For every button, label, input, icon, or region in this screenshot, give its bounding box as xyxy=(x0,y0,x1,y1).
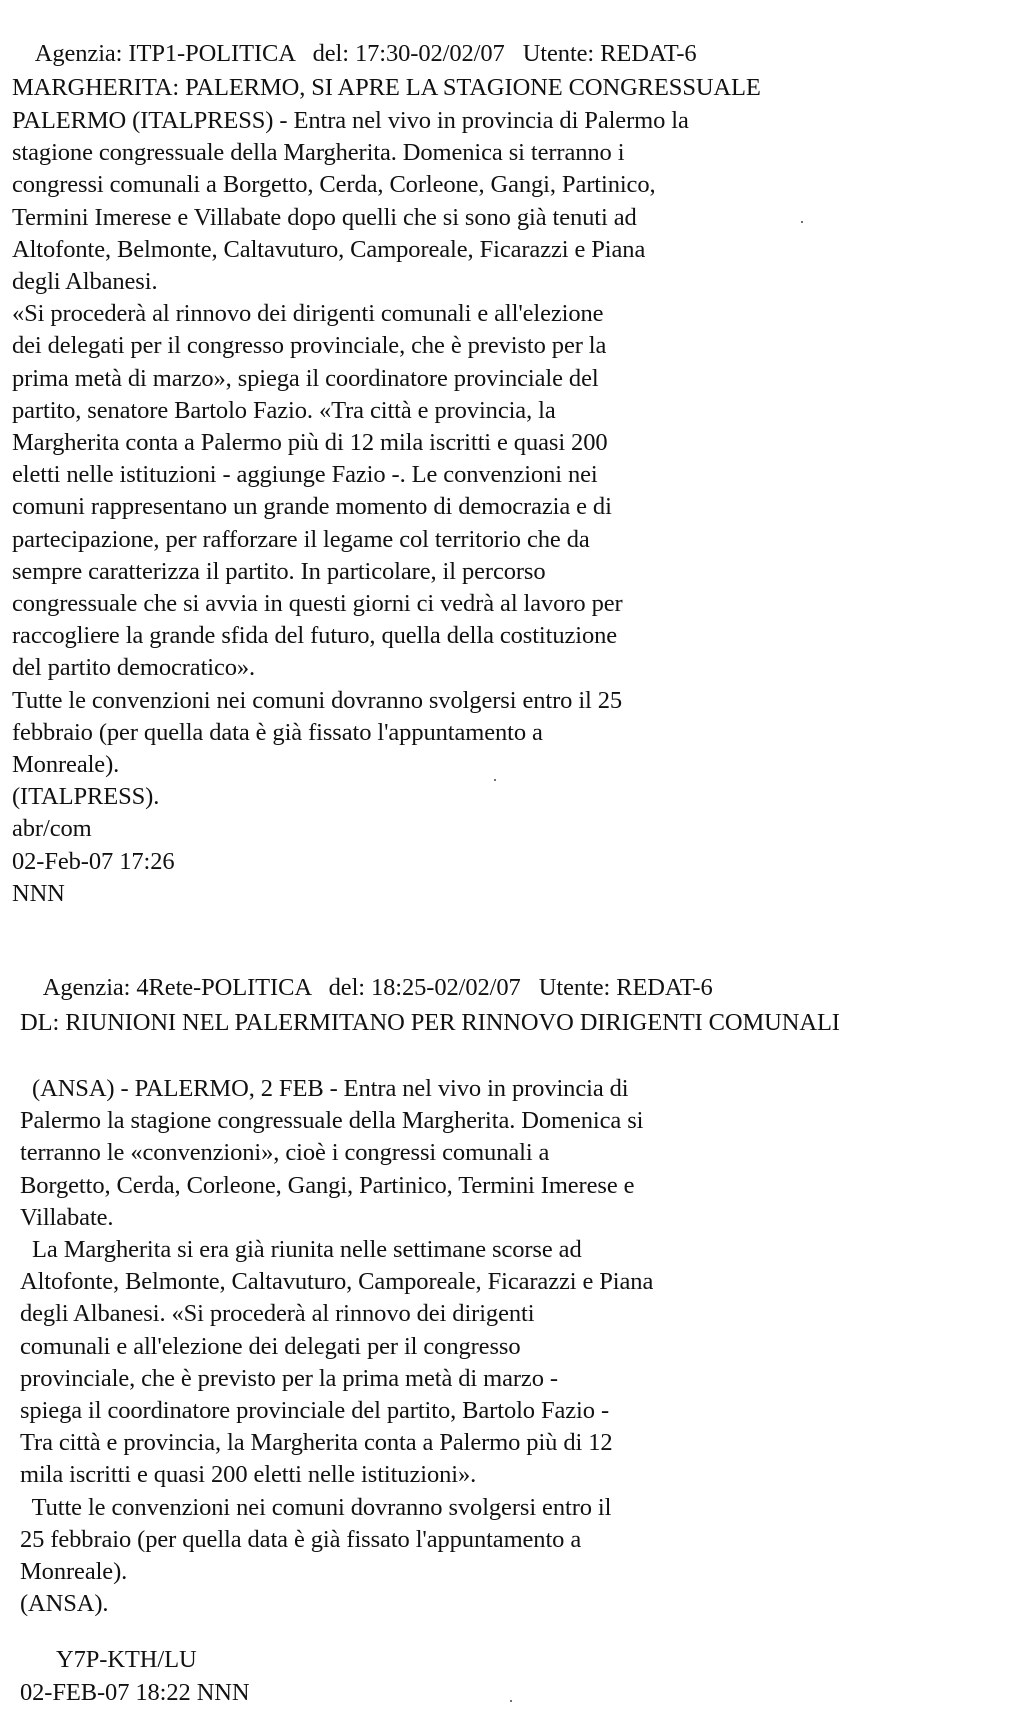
body-line: (ANSA) - PALERMO, 2 FEB - Entra nel vivo in provincia di xyxy=(20,1075,629,1102)
body-line: Termini Imerese e Villabate dopo quelli che si sono già tenuti ad xyxy=(12,203,637,231)
article1-title: MARGHERITA: PALERMO, SI APRE LA STAGIONE CONGRESSUALE xyxy=(12,74,761,101)
body-line: degli Albanesi. xyxy=(12,268,158,295)
article1-agency: Agenzia: ITP1-POLITICA xyxy=(34,40,295,68)
scan-speck xyxy=(510,1700,512,1702)
article2-user: Utente: REDAT-6 xyxy=(538,974,713,1002)
body-line: partecipazione, per rafforzare il legame col territorio che da xyxy=(12,525,590,553)
body-line: Monreale). xyxy=(12,751,120,778)
body-line: prima metà di marzo», spiega il coordinatore provinciale del xyxy=(12,364,599,392)
body-line: «Si procederà al rinnovo dei dirigenti comunali e all'elezione xyxy=(12,300,604,328)
body-line: Altofonte, Belmonte, Caltavuturo, Camporeale, Ficarazzi e Piana xyxy=(12,235,646,263)
article1-user: Utente: REDAT-6 xyxy=(522,40,697,68)
body-line: del partito democratico». xyxy=(12,654,256,682)
article2-footer-code: Y7P-KTH/LU xyxy=(56,1646,197,1673)
body-line: mila iscritti e quasi 200 eletti nelle istituzioni». xyxy=(20,1461,477,1489)
body-line: 02-Feb-07 17:26 xyxy=(12,847,175,875)
body-line: Borgetto, Cerda, Corleone, Gangi, Partinico, Termini Imerese e xyxy=(20,1171,635,1199)
body-line: febbraio (per quella data è già fissato l'appuntamento a xyxy=(12,718,543,746)
article2-agency: Agenzia: 4Rete-POLITICA xyxy=(42,974,311,1002)
body-line: Tutte le convenzioni nei comuni dovranno svolgersi entro il 25 xyxy=(12,686,623,714)
scan-speck xyxy=(801,221,803,223)
body-line: stagione congressuale della Margherita. Domenica si terranno i xyxy=(12,139,625,167)
body-line: Altofonte, Belmonte, Caltavuturo, Camporeale, Ficarazzi e Piana xyxy=(20,1268,654,1296)
body-line: raccogliere la grande sfida del futuro, quella della costituzione xyxy=(12,622,618,650)
body-line: eletti nelle istituzioni - aggiunge Fazio -. Le convenzioni nei xyxy=(12,461,598,489)
body-line: Palermo la stagione congressuale della Margherita. Domenica si xyxy=(20,1107,644,1135)
article1-date: del: 17:30-02/02/07 xyxy=(312,40,505,68)
scan-speck xyxy=(494,779,496,781)
body-line: Monreale). xyxy=(20,1558,128,1585)
body-line: provinciale, che è previsto per la prima metà di marzo - xyxy=(20,1364,558,1392)
article2-title: DL: RIUNIONI NEL PALERMITANO PER RINNOVO DIRIGENTI COMUNALI xyxy=(20,1009,840,1036)
body-line: (ITALPRESS). xyxy=(12,783,160,811)
body-line: 25 febbraio (per quella data è già fissato l'appuntamento a xyxy=(20,1525,582,1553)
body-line: abr/com xyxy=(12,815,92,843)
body-line: congressi comunali a Borgetto, Cerda, Corleone, Gangi, Partinico, xyxy=(12,171,656,199)
body-line: NNN xyxy=(12,879,65,907)
body-line: Villabate. xyxy=(20,1203,114,1231)
body-line: PALERMO (ITALPRESS) - Entra nel vivo in provincia di Palermo la xyxy=(12,107,689,134)
article2-date: del: 18:25-02/02/07 xyxy=(328,974,521,1002)
body-line: comunali e all'elezione dei delegati per il congresso xyxy=(20,1332,521,1360)
body-line: congressuale che si avvia in questi giorni ci vedrà al lavoro per xyxy=(12,590,623,617)
body-line: spiega il coordinatore provinciale del partito, Bartolo Fazio - xyxy=(20,1397,609,1424)
body-line: La Margherita si era già riunita nelle settimane scorse ad xyxy=(20,1236,582,1263)
body-line: partito, senatore Bartolo Fazio. «Tra città e provincia, la xyxy=(12,396,556,424)
body-line: Tutte le convenzioni nei comuni dovranno svolgersi entro il xyxy=(20,1493,612,1521)
body-line: Tra città e provincia, la Margherita conta a Palermo più di 12 xyxy=(20,1429,613,1457)
body-line: degli Albanesi. «Si procederà al rinnovo dei dirigenti xyxy=(20,1300,535,1328)
body-line: terranno le «convenzioni», cioè i congressi comunali a xyxy=(20,1139,550,1167)
body-line: (ANSA). xyxy=(20,1590,109,1618)
body-line: comuni rappresentano un grande momento di democrazia e di xyxy=(12,493,612,521)
body-line: dei delegati per il congresso provinciale, che è previsto per la xyxy=(12,332,607,360)
article2-footer-timestamp: 02-FEB-07 18:22 NNN xyxy=(20,1679,250,1706)
body-line: sempre caratterizza il partito. In particolare, il percorso xyxy=(12,557,546,585)
body-line: Margherita conta a Palermo più di 12 mila iscritti e quasi 200 xyxy=(12,429,608,456)
